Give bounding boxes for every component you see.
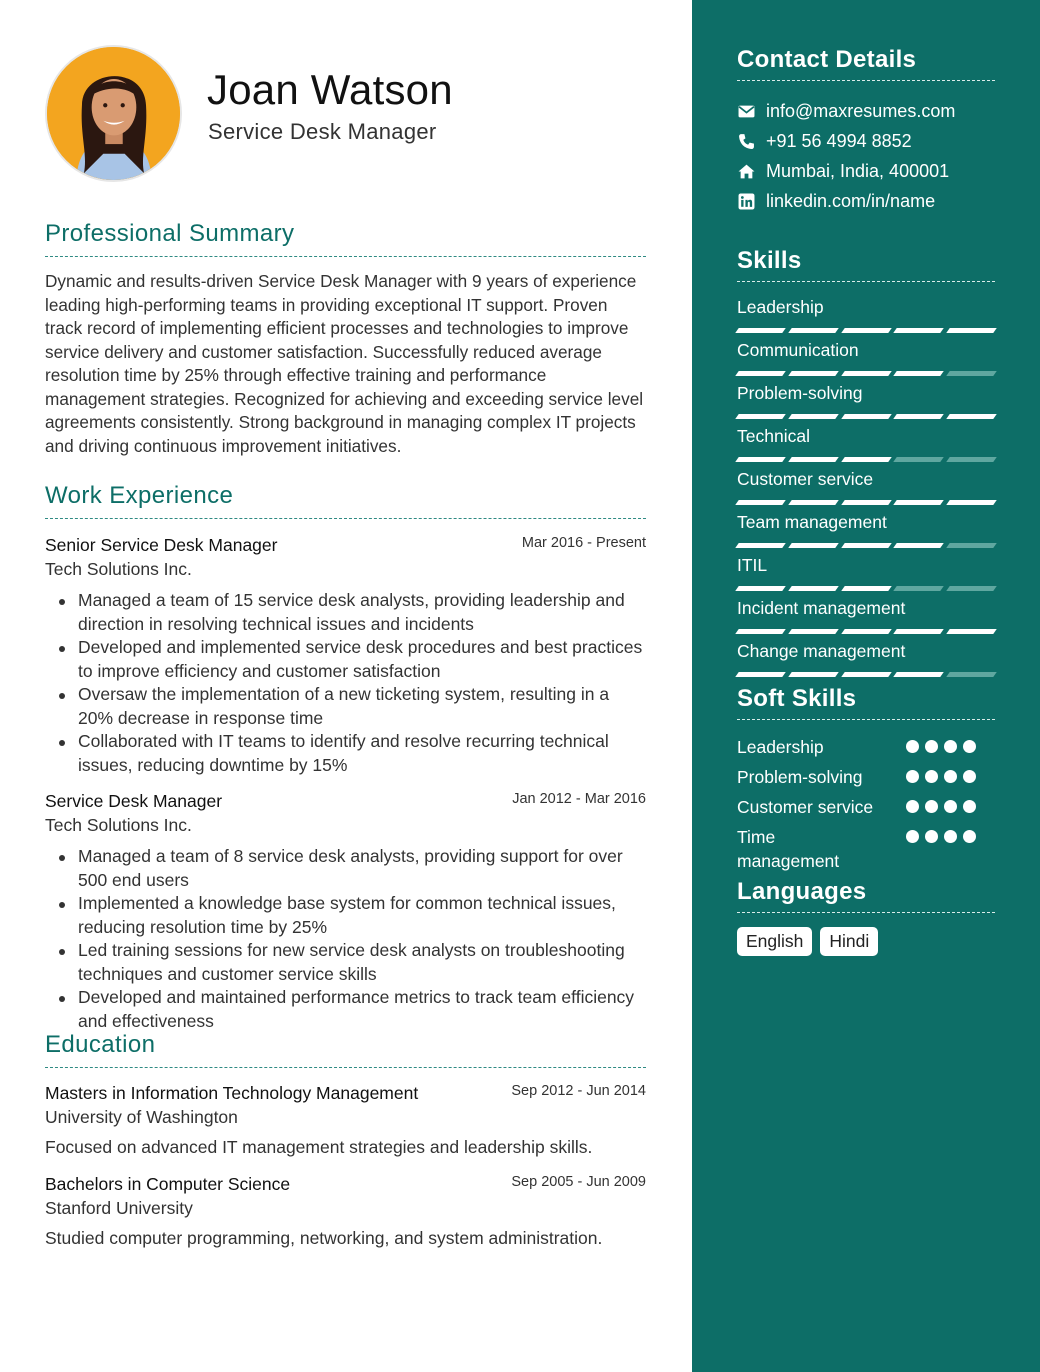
skill-level-segment — [946, 672, 996, 677]
skill-level-segment — [894, 414, 944, 419]
soft-skill-level-dot — [925, 740, 938, 753]
contact-phone[interactable] — [737, 130, 912, 152]
soft-skill-level-dot — [944, 770, 957, 783]
contact-linkedin-text: linkedin.com/in/name — [766, 190, 936, 211]
job-bullet: Collaborated with IT teams to identify and resolve recurring technical issues, reducing downtime by 15% — [45, 730, 646, 777]
contact-linkedin[interactable] — [737, 190, 935, 212]
skill-name: Problem-solving — [737, 383, 863, 403]
skill-level-segment — [946, 457, 996, 462]
job-company: Tech Solutions Inc. — [45, 815, 192, 835]
skill-level-bars — [737, 371, 995, 376]
contact-address-text: Mumbai, India, 400001 — [766, 160, 950, 181]
skill-level-segment — [841, 414, 891, 419]
skill-level-segment — [841, 629, 891, 634]
skill-level-segment — [735, 672, 785, 677]
skill-level-segment — [946, 500, 996, 505]
skill-level-segment — [894, 629, 944, 634]
soft-skill-name: Leadership — [737, 737, 824, 757]
job-title: Service Desk Manager — [45, 791, 223, 811]
skill-level-segment — [788, 328, 838, 333]
home-icon — [737, 162, 755, 180]
language-tag: Hindi — [820, 927, 878, 956]
skill-level-segment — [735, 414, 785, 419]
education-description: Studied computer programming, networking, and system administration. — [45, 1228, 603, 1248]
soft-skill-name: Customer service — [737, 797, 874, 817]
skill-level-segment — [894, 500, 944, 505]
soft-skill-level-dot — [906, 770, 919, 783]
skill-level-segment — [946, 414, 996, 419]
skill-name: ITIL — [737, 555, 768, 575]
education-school: University of Washington — [45, 1107, 238, 1127]
soft-skill-item — [737, 795, 995, 819]
summary-divider — [45, 256, 646, 257]
soft-skill-level-dot — [925, 800, 938, 813]
skill-item — [737, 598, 995, 634]
summary-text: Dynamic and results-driven Service Desk Manager with 9 years of experience leading high-performing teams in providing exceptional IT support. Proven track record of implementing efficient processes and technologies to improve service delivery and customer satisfaction. Successfully reduced average resolution time by 25% through effective training and performance management strategies. Recognized for achieving and exceeding service level agreements consistently. Strong background in managing complex IT projects and driving continuous improvement initiatives. — [45, 271, 644, 456]
skill-level-segment — [894, 328, 944, 333]
languages-divider — [737, 912, 995, 913]
job-entry — [45, 535, 646, 777]
skill-level-segment — [788, 371, 838, 376]
skill-level-segment — [788, 672, 838, 677]
profile-photo-icon — [47, 47, 180, 180]
skill-level-segment — [841, 328, 891, 333]
soft-skill-level-dots — [906, 830, 976, 843]
contact-email-text: info@maxresumes.com — [766, 100, 956, 121]
soft-skill-level-dot — [906, 800, 919, 813]
skill-item — [737, 469, 995, 505]
experience-divider — [45, 518, 646, 519]
skill-level-segment — [841, 586, 891, 591]
job-entry — [45, 791, 646, 1033]
skill-level-segment — [894, 543, 944, 548]
soft-skills-divider — [737, 719, 995, 720]
skill-level-segment — [735, 457, 785, 462]
skill-item — [737, 641, 995, 677]
skill-level-segment — [894, 457, 944, 462]
job-bullet: Led training sessions for new service desk analysts on troubleshooting techniques and customer service skills — [45, 939, 646, 986]
skill-level-segment — [788, 586, 838, 591]
job-bullets — [45, 589, 646, 777]
soft-skill-name: Time management — [737, 827, 840, 871]
summary-heading: Professional Summary — [45, 220, 295, 247]
skills-heading: Skills — [737, 247, 802, 274]
languages-list — [737, 927, 878, 956]
skill-level-bars — [737, 328, 995, 333]
education-date: Sep 2012 - Jun 2014 — [511, 1083, 646, 1099]
skill-level-segment — [735, 371, 785, 376]
experience-heading: Work Experience — [45, 482, 234, 509]
skill-name: Change management — [737, 641, 906, 661]
soft-skill-name: Problem-solving — [737, 767, 863, 787]
phone-icon — [737, 132, 755, 150]
education-school: Stanford University — [45, 1198, 193, 1218]
skill-item — [737, 555, 995, 591]
skill-level-segment — [894, 586, 944, 591]
skill-level-segment — [788, 414, 838, 419]
language-tag: English — [737, 927, 812, 956]
soft-skill-level-dot — [944, 740, 957, 753]
soft-skills-heading: Soft Skills — [737, 685, 857, 712]
skill-level-segment — [841, 500, 891, 505]
job-company: Tech Solutions Inc. — [45, 559, 192, 579]
contact-email[interactable] — [737, 100, 955, 122]
skills-divider — [737, 281, 995, 282]
skill-level-segment — [788, 457, 838, 462]
skill-level-bars — [737, 543, 995, 548]
contact-address — [737, 160, 949, 182]
candidate-title: Service Desk Manager — [208, 119, 437, 144]
languages-heading: Languages — [737, 878, 867, 905]
skill-name: Technical — [737, 426, 810, 446]
skill-level-segment — [894, 371, 944, 376]
job-bullets — [45, 845, 646, 1033]
job-title: Senior Service Desk Manager — [45, 535, 278, 555]
skill-level-segment — [841, 543, 891, 548]
skill-item — [737, 297, 995, 333]
skill-level-segment — [841, 371, 891, 376]
contact-divider — [737, 80, 995, 81]
skill-name: Incident management — [737, 598, 906, 618]
skill-item — [737, 383, 995, 419]
soft-skill-level-dots — [906, 770, 976, 783]
education-heading: Education — [45, 1031, 156, 1058]
skill-item — [737, 426, 995, 462]
education-degree: Masters in Information Technology Management — [45, 1083, 419, 1103]
skill-level-segment — [735, 500, 785, 505]
education-date: Sep 2005 - Jun 2009 — [511, 1174, 646, 1190]
skill-level-segment — [894, 672, 944, 677]
job-bullet: Developed and implemented service desk procedures and best practices to improve efficiency and customer satisfaction — [45, 636, 646, 683]
skill-name: Team management — [737, 512, 887, 532]
skill-level-bars — [737, 629, 995, 634]
job-bullet: Developed and maintained performance metrics to track team efficiency and effectiveness — [45, 986, 646, 1033]
skill-item — [737, 340, 995, 376]
skill-name: Communication — [737, 340, 859, 360]
soft-skill-item — [737, 735, 995, 759]
soft-skill-item — [737, 765, 995, 789]
skill-level-segment — [946, 543, 996, 548]
contact-heading: Contact Details — [737, 46, 917, 73]
soft-skill-level-dot — [963, 770, 976, 783]
skill-level-segment — [735, 629, 785, 634]
skill-level-segment — [946, 371, 996, 376]
education-degree: Bachelors in Computer Science — [45, 1174, 291, 1194]
soft-skill-level-dot — [925, 770, 938, 783]
skill-level-bars — [737, 586, 995, 591]
skill-level-segment — [788, 500, 838, 505]
soft-skill-item — [737, 825, 995, 873]
education-divider — [45, 1067, 646, 1068]
sidebar — [692, 0, 1040, 1372]
avatar — [45, 45, 182, 182]
contact-phone-text: +91 56 4994 8852 — [766, 130, 912, 151]
skill-level-bars — [737, 457, 995, 462]
job-bullet: Managed a team of 8 service desk analysts, providing support for over 500 end users — [45, 845, 646, 892]
soft-skill-level-dots — [906, 800, 976, 813]
linkedin-icon — [737, 192, 755, 210]
skill-level-bars — [737, 414, 995, 419]
skill-level-segment — [841, 672, 891, 677]
job-date: Jan 2012 - Mar 2016 — [512, 791, 646, 807]
skill-item — [737, 512, 995, 548]
skill-level-segment — [946, 629, 996, 634]
skill-name: Leadership — [737, 297, 824, 317]
soft-skill-level-dot — [944, 800, 957, 813]
soft-skill-level-dot — [906, 830, 919, 843]
soft-skill-level-dots — [906, 740, 976, 753]
education-entry — [45, 1083, 646, 1158]
skill-level-bars — [737, 672, 995, 677]
job-bullet: Oversaw the implementation of a new ticketing system, resulting in a 20% decrease in response time — [45, 683, 646, 730]
job-bullet: Managed a team of 15 service desk analysts, providing leadership and direction in resolving technical issues and incidents — [45, 589, 646, 636]
skill-level-segment — [735, 543, 785, 548]
skill-level-bars — [737, 500, 995, 505]
education-description: Focused on advanced IT management strategies and leadership skills. — [45, 1137, 593, 1157]
education-entry — [45, 1174, 646, 1249]
skill-level-segment — [946, 586, 996, 591]
skill-level-segment — [946, 328, 996, 333]
soft-skill-level-dot — [963, 740, 976, 753]
job-date: Mar 2016 - Present — [521, 535, 646, 551]
skill-level-segment — [841, 457, 891, 462]
skill-level-segment — [788, 629, 838, 634]
soft-skill-level-dot — [925, 830, 938, 843]
soft-skill-level-dot — [963, 830, 976, 843]
skill-level-segment — [788, 543, 838, 548]
soft-skill-level-dot — [944, 830, 957, 843]
job-bullet: Implemented a knowledge base system for common technical issues, reducing resolution time by 25% — [45, 892, 646, 939]
soft-skill-level-dot — [963, 800, 976, 813]
candidate-name: Joan Watson — [207, 66, 453, 113]
skill-level-segment — [735, 328, 785, 333]
skill-level-segment — [735, 586, 785, 591]
skill-name: Customer service — [737, 469, 874, 489]
soft-skill-level-dot — [906, 740, 919, 753]
envelope-icon — [737, 102, 755, 120]
